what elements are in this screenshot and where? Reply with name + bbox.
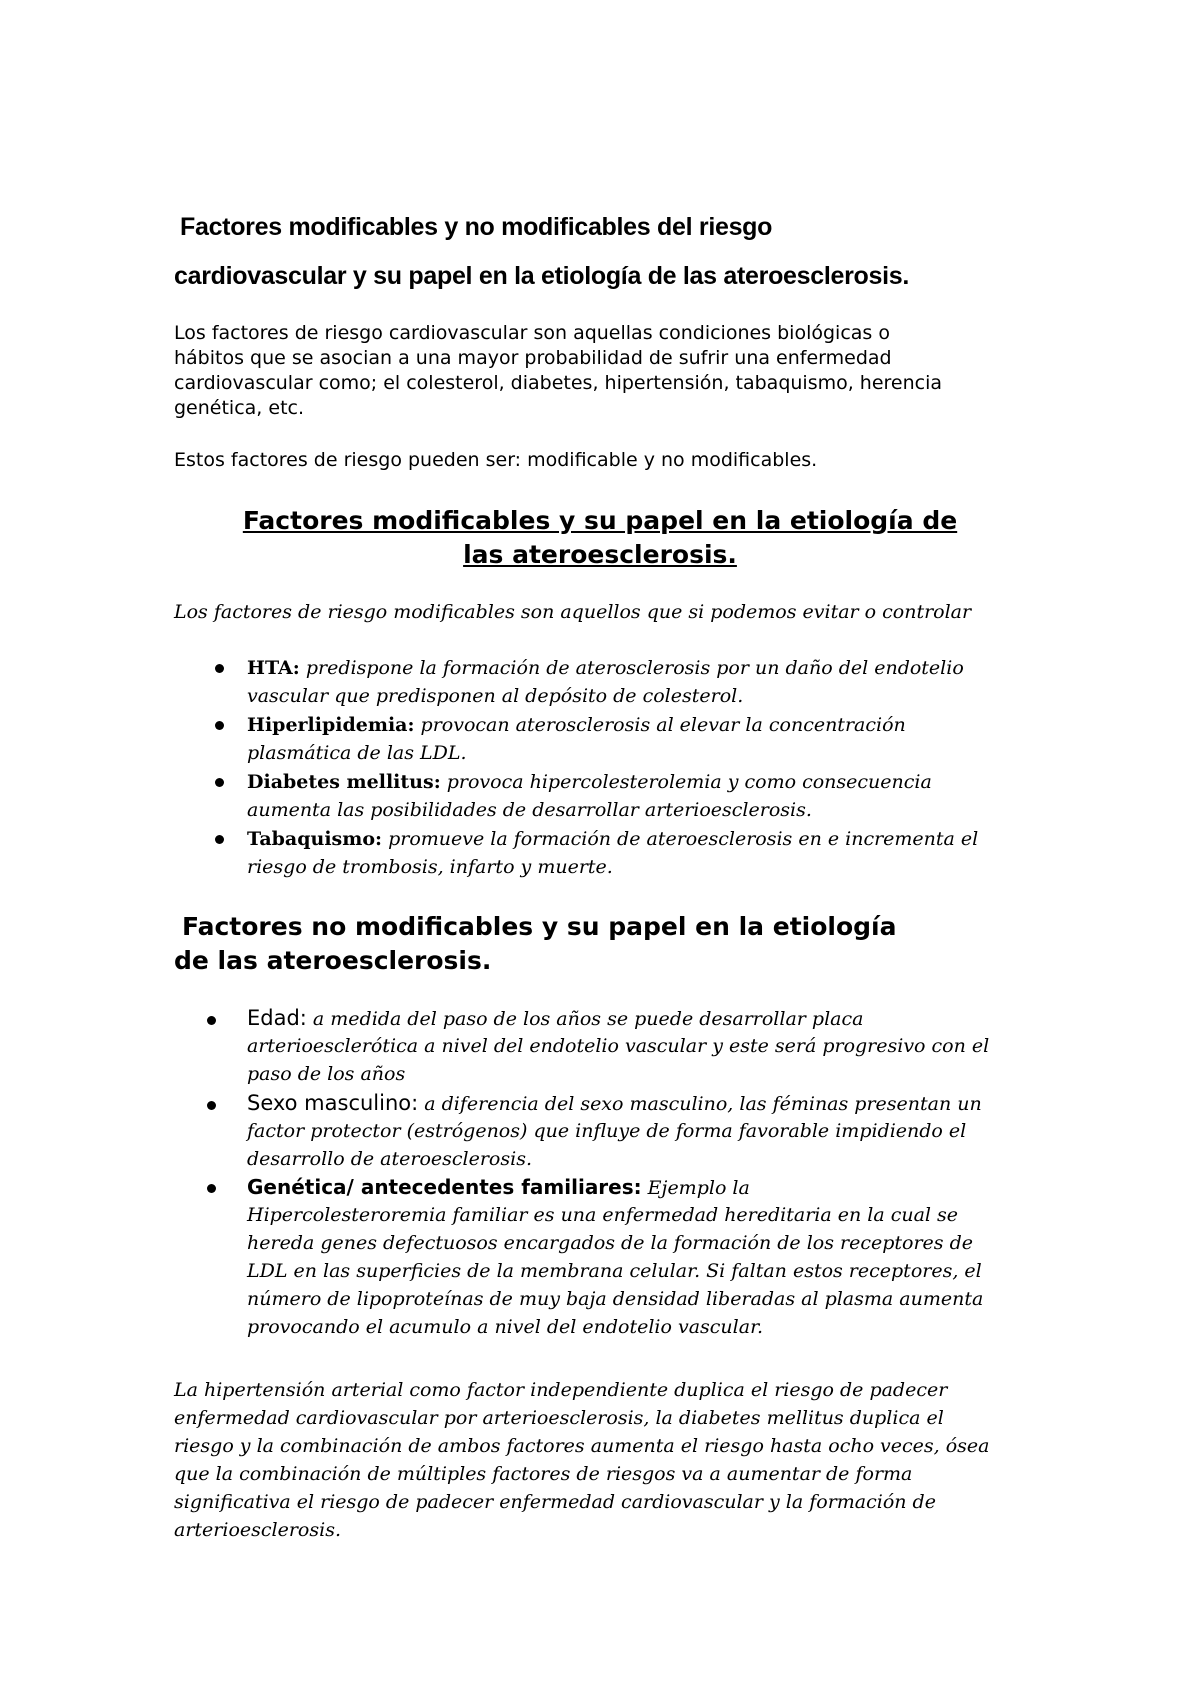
conclusion-line-4: que la combinación de múltiples factores de riesgos va a aumentar de forma [174, 1463, 913, 1485]
item-text: provoca hipercolesterolemia y como consecuencia [440, 771, 932, 793]
intro-line-4: genética, etc. [174, 397, 305, 419]
list-item-line-1 [247, 1089, 982, 1119]
list-item-line-5: número de lipoproteínas de muy baja densidad liberadas al plasma aumenta [247, 1288, 984, 1310]
list-item-line-1 [247, 654, 964, 683]
bullet-icon [207, 1184, 216, 1193]
intro-line-1: Los factores de riesgo cardiovascular son aquellas condiciones biológicas o [174, 322, 890, 344]
modifiable-lead: Los factores de riesgo modificables son aquellos que si podemos evitar o controlar [174, 601, 972, 623]
list-item-line-2: Hipercolesteroremia familiar es una enfermedad hereditaria en la cual se [247, 1204, 959, 1226]
list-item-line-1 [247, 825, 978, 854]
intro-line-3: cardiovascular como; el colesterol, diabetes, hipertensión, tabaquismo, herencia [174, 372, 943, 394]
list-item-line-2: aumenta las posibilidades de desarrollar arterioesclerosis. [247, 799, 812, 821]
conclusion-line-2: enfermedad cardiovascular por arterioesclerosis, la diabetes mellitus duplica el [174, 1407, 944, 1429]
non-modifiable-heading-line-2: de las ateroesclerosis. [174, 946, 492, 975]
bullet-icon [215, 664, 224, 673]
list-item-line-4: LDL en las superficies de la membrana celular. Si faltan estos receptores, el [247, 1260, 982, 1282]
item-text: predispone la formación de aterosclerosis por un daño del endotelio [299, 657, 964, 679]
bullet-icon [207, 1016, 216, 1025]
list-item-line-2: riesgo de trombosis, infarto y muerte. [247, 856, 613, 878]
bullet-icon [215, 778, 224, 787]
item-label: Sexo masculino: [247, 1091, 419, 1115]
conclusion-line-1: La hipertensión arterial como factor independiente duplica el riesgo de padecer [174, 1379, 948, 1401]
list-item-line-1 [247, 1004, 863, 1034]
list-item-line-2: plasmática de las LDL. [247, 742, 467, 764]
item-label: HTA: [247, 657, 300, 679]
list-item-line-2: arterioesclerótica a nivel del endotelio vascular y este será progresivo con el [247, 1035, 990, 1057]
conclusion-line-3: riesgo y la combinación de ambos factores aumenta el riesgo hasta ocho veces, ósea [174, 1435, 990, 1457]
item-label: Tabaquismo: [247, 828, 383, 850]
list-item-line-2: factor protector (estrógenos) que influye de forma favorable impidiendo el [247, 1120, 967, 1142]
list-item-line-1 [247, 1173, 750, 1203]
list-item-line-3: desarrollo de ateroesclerosis. [247, 1148, 532, 1170]
item-label: Genética/ antecedentes familiares: [247, 1175, 642, 1199]
item-text: promueve la formación de ateroesclerosis en e incrementa el [382, 828, 979, 850]
non-modifiable-heading-line-1: Factores no modificables y su papel en la etiología [182, 912, 897, 941]
bullet-icon [215, 835, 224, 844]
list-item-line-2: vascular que predisponen al depósito de colesterol. [247, 685, 744, 707]
list-item-line-3: paso de los años [247, 1063, 406, 1085]
bullet-icon [215, 721, 224, 730]
intro-line-2: hábitos que se asocian a una mayor probabilidad de sufrir una enfermedad [174, 347, 892, 369]
modifiable-heading-line-1: Factores modificables y su papel en la etiología de [242, 506, 958, 535]
item-text: Ejemplo la [641, 1177, 750, 1199]
bullet-icon [207, 1101, 216, 1110]
item-label: Edad: [247, 1006, 307, 1030]
conclusion-line-5: significativa el riesgo de padecer enfermedad cardiovascular y la formación de [174, 1491, 936, 1513]
list-item-line-6: provocando el acumulo a nivel del endotelio vascular. [247, 1316, 764, 1338]
item-label: Hiperlipidemia: [247, 714, 415, 736]
list-item-line-1 [247, 768, 932, 797]
modifiable-heading-line-2: las ateroesclerosis. [463, 540, 737, 569]
item-text: a diferencia del sexo masculino, las féminas presentan un [418, 1093, 982, 1115]
item-text: a medida del paso de los años se puede desarrollar placa [306, 1008, 864, 1030]
intro-types-line: Estos factores de riesgo pueden ser: modificable y no modificables. [174, 449, 818, 471]
title-line-1: Factores modificables y no modificables del riesgo [180, 213, 773, 241]
title-line-2: cardiovascular y su papel en la etiología de las ateroesclerosis. [174, 262, 910, 290]
item-text: provocan aterosclerosis al elevar la concentración [414, 714, 906, 736]
list-item-line-3: hereda genes defectuosos encargados de la formación de los receptores de [247, 1232, 973, 1254]
item-label: Diabetes mellitus: [247, 771, 441, 793]
conclusion-line-6: arterioesclerosis. [174, 1519, 341, 1541]
list-item-line-1 [247, 711, 906, 740]
